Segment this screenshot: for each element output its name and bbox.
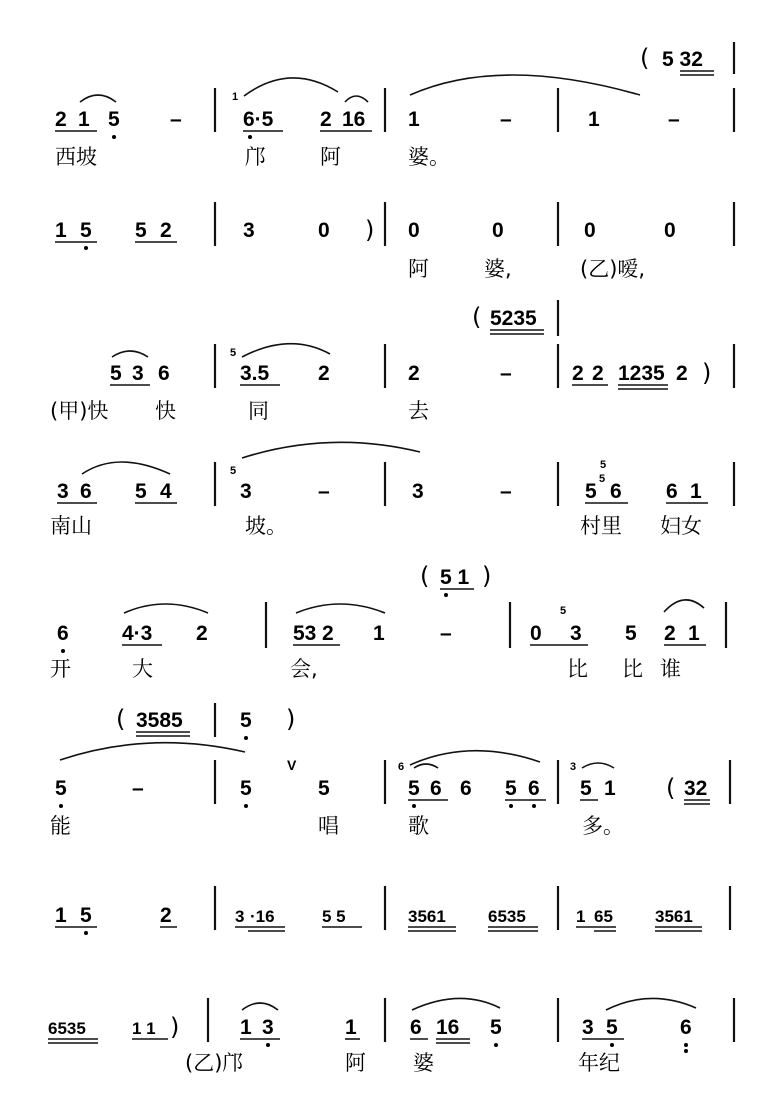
intro-paren-open: (	[472, 303, 482, 331]
note: 0	[584, 219, 596, 242]
note: 2	[318, 362, 330, 385]
note: 1	[78, 108, 90, 131]
lyric: 阿	[408, 257, 429, 281]
score-line-8	[48, 998, 734, 1075]
note: –	[500, 108, 512, 131]
note: –	[170, 108, 182, 131]
lyric: 歌	[408, 814, 429, 838]
note: 5	[585, 480, 597, 503]
note: 1	[345, 1016, 357, 1039]
intro-notes: 5 1	[440, 566, 470, 589]
lyric: 比	[567, 657, 588, 681]
note: 3	[570, 622, 582, 645]
note: 0	[318, 219, 330, 242]
lyric: (乙)邝	[185, 1051, 244, 1075]
note: 3	[412, 480, 424, 503]
note: 3	[57, 480, 69, 503]
intro-paren-open: (	[640, 44, 650, 72]
lyric: 去	[408, 399, 429, 423]
note: 1	[588, 108, 600, 131]
note: 2	[408, 362, 420, 385]
lyric: 多。	[582, 814, 624, 838]
note: 6535	[488, 907, 526, 926]
note: 6	[460, 777, 472, 800]
lyric: 快	[155, 399, 176, 423]
grace-note: 6	[398, 761, 405, 773]
score-line-5	[50, 562, 726, 681]
intro-paren-open: (	[116, 705, 126, 733]
note: –	[318, 480, 330, 503]
note: 1	[240, 1016, 252, 1039]
intro-paren-close: )	[482, 562, 492, 590]
note: 6535	[48, 1019, 86, 1038]
note: 1 1	[132, 1019, 156, 1038]
note: 6	[158, 362, 170, 385]
note: 0	[664, 219, 676, 242]
lyric: 妇女	[660, 514, 702, 538]
note: 1	[55, 904, 67, 927]
score-line-1	[55, 42, 734, 169]
note: 6·5	[243, 108, 274, 131]
note: 3.5	[240, 362, 270, 385]
lyric: 西坡	[55, 145, 97, 169]
note: 3561	[655, 907, 693, 926]
note: 5	[80, 904, 92, 927]
note: 3	[235, 907, 245, 926]
lyric: 阿	[345, 1051, 366, 1075]
note: 0	[408, 219, 420, 242]
note: 2	[664, 622, 676, 645]
note: 5	[505, 777, 517, 800]
note: –	[500, 362, 512, 385]
note: 1	[408, 108, 420, 131]
close-paren: )	[702, 359, 712, 387]
note: 16	[342, 108, 366, 131]
note: –	[440, 622, 452, 645]
lyric: (乙)嗳,	[580, 257, 646, 281]
intro-notes: 5 32	[662, 48, 703, 71]
lyric: 婆。	[408, 145, 450, 169]
note: 1	[576, 907, 586, 926]
note: 32	[684, 777, 708, 800]
note: 4	[160, 480, 172, 503]
breath-mark: V	[287, 757, 297, 773]
grace-note: 5	[560, 605, 567, 617]
note: 5	[408, 777, 420, 800]
note: 3	[243, 219, 255, 242]
note: 2	[320, 108, 332, 131]
note: 5	[240, 777, 252, 800]
score-line-3	[50, 300, 734, 423]
note: 4·3	[122, 622, 153, 645]
note: 6	[410, 1016, 422, 1039]
lyric: 婆,	[484, 257, 512, 281]
lyric: 年纪	[578, 1051, 620, 1075]
note: 2	[572, 362, 584, 385]
note: –	[132, 777, 144, 800]
note: 3561	[408, 907, 446, 926]
note: 3	[262, 1016, 274, 1039]
note: 0	[530, 622, 542, 645]
note: 5	[135, 480, 147, 503]
note: 2	[196, 622, 208, 645]
note: 1	[55, 219, 67, 242]
note: 1	[373, 622, 385, 645]
lyric: 婆	[413, 1051, 434, 1075]
lyric: 坡。	[245, 514, 287, 538]
note: 3	[582, 1016, 594, 1039]
lyric: 会,	[290, 657, 318, 681]
note: 6	[57, 622, 69, 645]
note: 6	[430, 777, 442, 800]
lyric: (甲)快	[50, 399, 109, 423]
lyric: 同	[248, 399, 269, 423]
note: 5 5	[322, 907, 346, 926]
note: 1235	[618, 362, 665, 385]
score-line-6	[50, 703, 730, 838]
grace-note: 3	[570, 761, 577, 773]
lyric: 邝	[245, 145, 266, 169]
open-paren: (	[666, 774, 676, 802]
note: 2	[55, 108, 67, 131]
note: 6	[80, 480, 92, 503]
intro-paren-open: (	[420, 562, 430, 590]
lyric: 比	[622, 657, 643, 681]
grace-note: 5	[599, 473, 606, 485]
note: 6	[666, 480, 678, 503]
intro-notes: 3585	[136, 709, 183, 732]
note: 5	[55, 777, 67, 800]
score-line-7	[55, 886, 730, 935]
note: 5	[318, 777, 330, 800]
lyric: 开	[50, 657, 71, 681]
intro-notes: 5235	[490, 307, 537, 330]
note: 2	[676, 362, 688, 385]
note: 5	[110, 362, 122, 385]
note: 5	[580, 777, 592, 800]
note: 65	[594, 907, 613, 926]
intro-paren-close: )	[286, 705, 296, 733]
note: 5	[80, 219, 92, 242]
score-line-4	[50, 442, 734, 538]
lyric: 大	[132, 657, 153, 681]
lyric: 阿	[320, 145, 341, 169]
note: 6	[528, 777, 540, 800]
grace-note: 5	[230, 465, 237, 477]
grace-note: 5	[600, 459, 607, 471]
lyric: 能	[50, 814, 71, 838]
note: 2	[322, 622, 334, 645]
note: 3	[132, 362, 144, 385]
lyric: 唱	[318, 814, 339, 838]
close-paren: )	[170, 1013, 180, 1041]
note: ·16	[250, 907, 275, 926]
note: 1	[690, 480, 702, 503]
note: 5	[135, 219, 147, 242]
note: 5	[625, 622, 637, 645]
note: 6	[610, 480, 622, 503]
note: 5	[108, 108, 120, 131]
note: 6	[680, 1016, 692, 1039]
note: 16	[436, 1016, 460, 1039]
score-line-2	[55, 202, 734, 281]
note: 53	[293, 622, 317, 645]
grace-note: 1	[232, 91, 239, 103]
lyric: 村里	[580, 514, 622, 538]
note: 0	[492, 219, 504, 242]
intro-notes-2: 5	[240, 709, 252, 732]
lyric: 谁	[660, 657, 681, 681]
note: 1	[604, 777, 616, 800]
note: 5	[490, 1016, 502, 1039]
note: 2	[592, 362, 604, 385]
note: 1	[688, 622, 700, 645]
close-paren: )	[365, 216, 375, 244]
note: 2	[160, 219, 172, 242]
grace-note: 5	[230, 347, 237, 359]
note: –	[500, 480, 512, 503]
note: 3	[240, 480, 252, 503]
note: 2	[160, 904, 172, 927]
note: 5	[606, 1016, 618, 1039]
lyric: 南山	[50, 514, 92, 538]
note: –	[668, 108, 680, 131]
